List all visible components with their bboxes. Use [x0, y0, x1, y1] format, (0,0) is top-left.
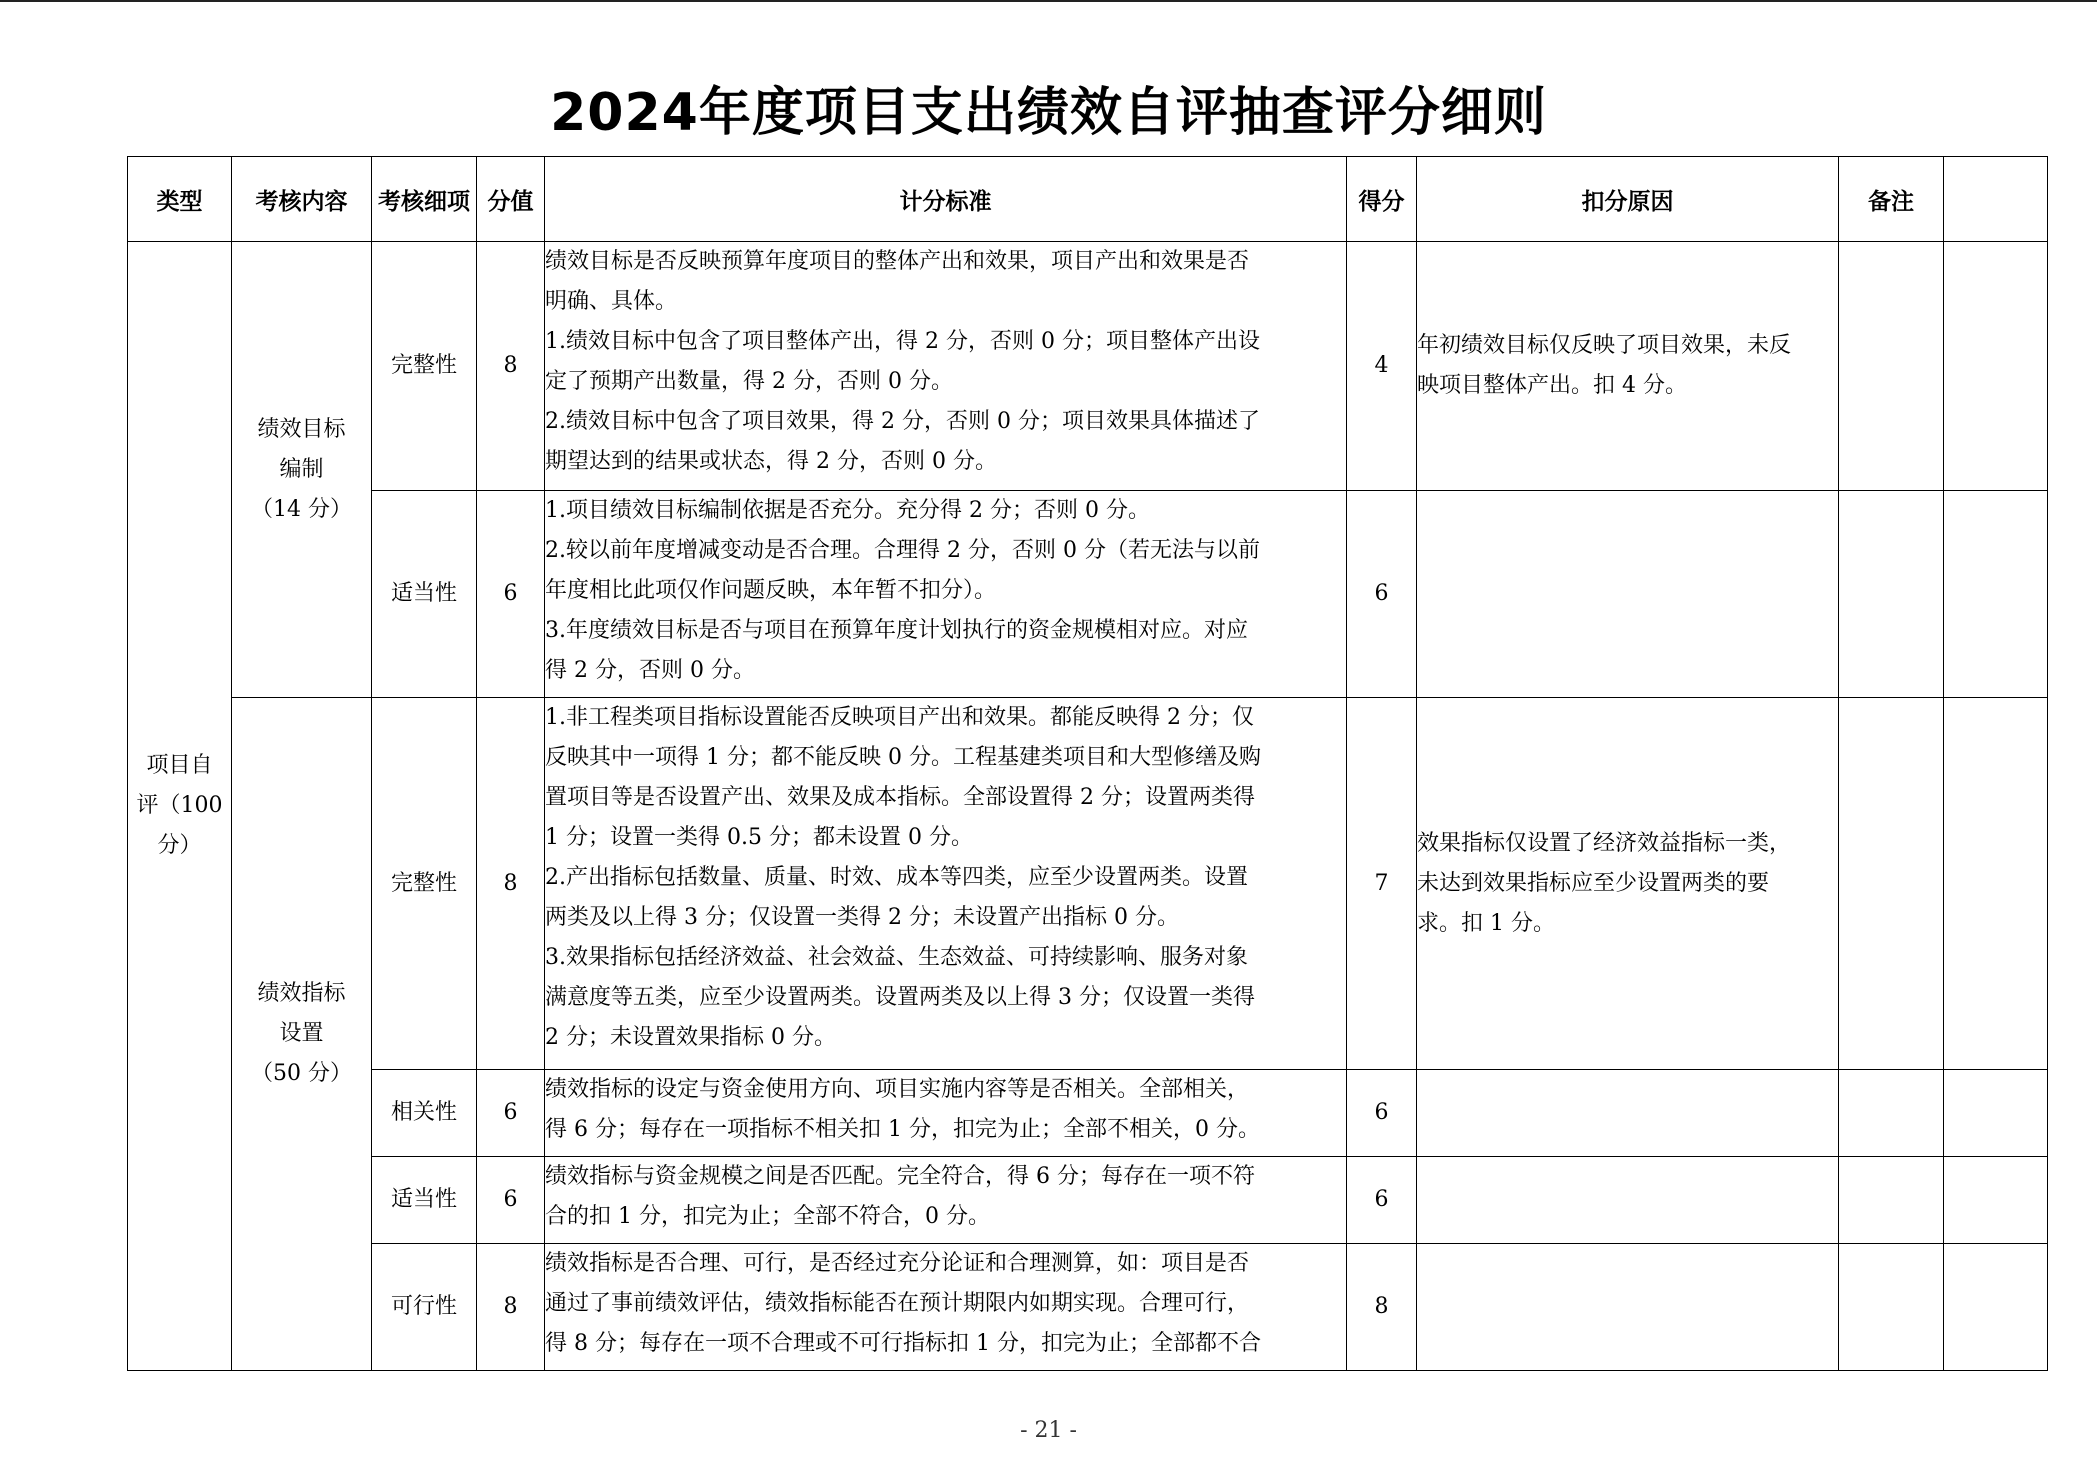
reason-line: 未达到效果指标应至少设置两类的要	[1417, 870, 1770, 896]
header-detail: 考核细项	[372, 157, 477, 242]
header-reason: 扣分原因	[1417, 157, 1839, 242]
standard-line: 绩效指标与资金规模之间是否匹配。完全符合，得 6 分；每存在一项不符	[545, 1164, 1255, 1189]
standard-cell	[545, 242, 1347, 491]
reason-line: 求。扣 1 分。	[1417, 910, 1555, 936]
header-got: 得分	[1347, 157, 1417, 242]
header-extra	[1944, 157, 2048, 242]
scoring-table	[127, 156, 2048, 1371]
standard-cell	[545, 698, 1347, 1070]
group-line: 编制	[279, 456, 324, 482]
group-line: 绩效指标	[257, 981, 346, 1006]
reason-cell	[1417, 1157, 1839, 1244]
standard-line: 绩效指标是否合理、可行，是否经过充分论证和合理测算，如：项目是否	[545, 1251, 1250, 1276]
detail-cell: 完整性	[372, 698, 477, 1070]
standard-line: 3.效果指标包括经济效益、社会效益、生态效益、可持续影响、服务对象	[545, 945, 1248, 970]
reason-cell	[1417, 698, 1839, 1070]
standard-line: 得 8 分；每存在一项不合理或不可行指标扣 1 分，扣完为止；全部都不合	[545, 1331, 1261, 1356]
standard-line: 定了预期产出数量，得 2 分，否则 0 分。	[545, 369, 953, 394]
page-number: - 21 -	[1020, 1418, 1077, 1443]
type-line: 评（100	[136, 793, 223, 818]
detail-cell: 可行性	[372, 1244, 477, 1371]
standard-line: 1.项目绩效目标编制依据是否充分。充分得 2 分；否则 0 分。	[545, 498, 1150, 523]
score-cell: 6	[1347, 1070, 1417, 1157]
type-line: 项目自	[146, 753, 213, 778]
standard-line: 2.较以前年度增减变动是否合理。合理得 2 分，否则 0 分（若无法与以前	[545, 538, 1260, 563]
note-cell	[1839, 1244, 1944, 1371]
table-row	[128, 1244, 2048, 1371]
group-cell	[232, 698, 372, 1371]
value-cell: 8	[477, 698, 545, 1070]
note-cell	[1839, 1157, 1944, 1244]
reason-line: 映项目整体产出。扣 4 分。	[1417, 373, 1687, 398]
header-content: 考核内容	[232, 157, 372, 242]
standard-line: 1.非工程类项目指标设置能否反映项目产出和效果。都能反映得 2 分；仅	[545, 705, 1254, 730]
top-rule	[0, 0, 2097, 2]
standard-line: 绩效目标是否反映预算年度项目的整体产出和效果，项目产出和效果是否	[545, 249, 1250, 274]
standard-line: 通过了事前绩效评估，绩效指标能否在预计期限内如期实现。合理可行，	[545, 1291, 1250, 1316]
header-row	[128, 157, 2048, 242]
group-line: （50 分）	[251, 1061, 352, 1086]
value-cell: 8	[477, 1244, 545, 1371]
score-cell: 8	[1347, 1244, 1417, 1371]
standard-line: 两类及以上得 3 分；仅设置一类得 2 分；未设置产出指标 0 分。	[545, 905, 1179, 930]
table-row	[128, 1157, 2048, 1244]
score-cell: 6	[1347, 1157, 1417, 1244]
standard-line: 反映其中一项得 1 分；都不能反映 0 分。工程基建类项目和大型修缮及购	[545, 745, 1261, 770]
group-cell	[232, 242, 372, 698]
note-cell	[1839, 1070, 1944, 1157]
standard-line: 满意度等五类，应至少设置两类。设置两类及以上得 3 分；仅设置一类得	[545, 985, 1255, 1010]
table-row	[128, 698, 2048, 1070]
extra-cell	[1944, 491, 2048, 698]
value-cell: 6	[477, 491, 545, 698]
detail-cell: 完整性	[372, 242, 477, 491]
header-type: 类型	[128, 157, 232, 242]
score-cell: 7	[1347, 698, 1417, 1070]
header-standard: 计分标准	[545, 157, 1347, 242]
table-row	[128, 1070, 2048, 1157]
table-row	[128, 242, 2048, 491]
standard-line: 2 分；未设置效果指标 0 分。	[545, 1025, 836, 1050]
note-cell	[1839, 698, 1944, 1070]
value-cell: 6	[477, 1070, 545, 1157]
header-note: 备注	[1839, 157, 1944, 242]
detail-cell: 适当性	[372, 1157, 477, 1244]
standard-cell	[545, 1070, 1347, 1157]
value-cell: 6	[477, 1157, 545, 1244]
detail-cell: 相关性	[372, 1070, 477, 1157]
standard-line: 期望达到的结果或状态，得 2 分，否则 0 分。	[545, 449, 997, 474]
header-score-value: 分值	[477, 157, 545, 242]
standard-cell	[545, 1157, 1347, 1244]
extra-cell	[1944, 1157, 2048, 1244]
score-cell: 6	[1347, 491, 1417, 698]
reason-cell	[1417, 1244, 1839, 1371]
detail-cell: 适当性	[372, 491, 477, 698]
reason-cell	[1417, 242, 1839, 491]
group-line: 绩效目标	[257, 416, 346, 442]
note-cell	[1839, 242, 1944, 491]
standard-cell	[545, 491, 1347, 698]
extra-cell	[1944, 1244, 2048, 1371]
group-line: （14 分）	[251, 496, 352, 522]
reason-cell	[1417, 491, 1839, 698]
standard-line: 2.绩效目标中包含了项目效果，得 2 分，否则 0 分；项目效果具体描述了	[545, 409, 1260, 434]
standard-line: 置项目等是否设置产出、效果及成本指标。全部设置得 2 分；设置两类得	[545, 785, 1255, 810]
standard-line: 得 6 分；每存在一项指标不相关扣 1 分，扣完为止；全部不相关，0 分。	[545, 1117, 1260, 1142]
type-line: 分）	[157, 833, 202, 858]
note-cell	[1839, 491, 1944, 698]
standard-line: 1.绩效目标中包含了项目整体产出，得 2 分，否则 0 分；项目整体产出设	[545, 329, 1260, 354]
table-row	[128, 491, 2048, 698]
standard-line: 1 分；设置一类得 0.5 分；都未设置 0 分。	[545, 825, 973, 850]
page-title: 2024年度项目支出绩效自评抽查评分细则	[550, 83, 1547, 143]
group-line: 设置	[279, 1021, 324, 1046]
extra-cell	[1944, 1070, 2048, 1157]
extra-cell	[1944, 242, 2048, 491]
standard-line: 合的扣 1 分，扣完为止；全部不符合，0 分。	[545, 1204, 990, 1229]
value-cell: 8	[477, 242, 545, 491]
extra-cell	[1944, 698, 2048, 1070]
reason-line: 年初绩效目标仅反映了项目效果，未反	[1417, 333, 1792, 358]
standard-line: 得 2 分，否则 0 分。	[545, 658, 755, 683]
standard-line: 2.产出指标包括数量、质量、时效、成本等四类，应至少设置两类。设置	[545, 865, 1248, 890]
type-cell	[128, 242, 232, 1371]
reason-line: 效果指标仅设置了经济效益指标一类，	[1417, 830, 1792, 856]
reason-cell	[1417, 1070, 1839, 1157]
standard-cell	[545, 1244, 1347, 1371]
standard-line: 明确、具体。	[545, 289, 678, 314]
standard-line: 3.年度绩效目标是否与项目在预算年度计划执行的资金规模相对应。对应	[545, 618, 1248, 643]
standard-line: 年度相比此项仅作问题反映，本年暂不扣分）。	[545, 578, 997, 603]
score-cell: 4	[1347, 242, 1417, 491]
standard-line: 绩效指标的设定与资金使用方向、项目实施内容等是否相关。全部相关，	[545, 1077, 1250, 1102]
